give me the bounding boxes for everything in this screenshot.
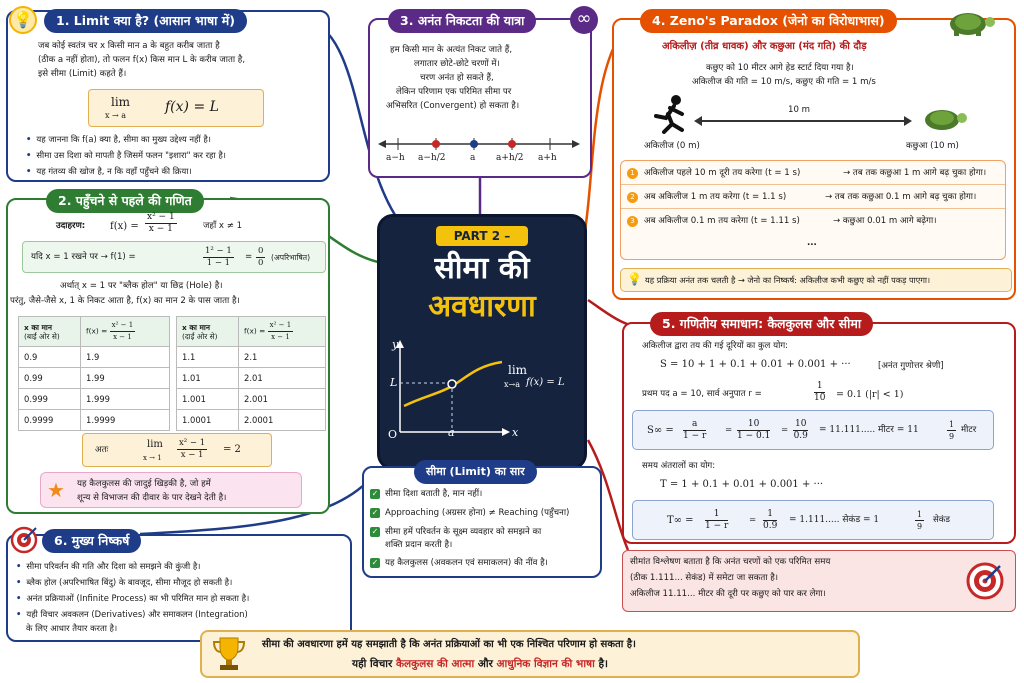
center-lim-expr: f(x) = L xyxy=(526,377,565,388)
panel2-title: 2. पहुँचने से पहले की गणित xyxy=(46,189,204,213)
tick-label: a−h/2 xyxy=(418,153,446,163)
arrow-left-head xyxy=(694,116,702,126)
ratio-tail: = 0.1 (|r| < 1) xyxy=(836,389,904,400)
result-frac: $\frac{\text{x² − 1}}{x - 1}$ xyxy=(179,438,206,460)
L-label: L xyxy=(390,376,398,389)
center-title-2: अवधारणा xyxy=(428,289,536,324)
limit-graph xyxy=(384,336,584,442)
target-icon xyxy=(966,562,1004,603)
zeno-steps-box xyxy=(620,160,1006,260)
frac: $\frac{a}{1 - r}$ xyxy=(683,419,707,441)
step-row: 2 अब अकिलीज 1 m तय करेगा (t = 1.1 s) xyxy=(627,191,786,204)
result-value: = 2 xyxy=(223,444,241,455)
star-icon: ★ xyxy=(47,478,65,502)
panel6-title: 6. मुख्य निष्कर्ष xyxy=(42,529,141,553)
time-intro: समय अंतरालों का योग: xyxy=(642,461,716,471)
frac: $\frac{10}{1 - 0.1}$ xyxy=(737,419,771,441)
p2-text2: परंतु, जैसे-जैसे x, 1 के निकट आता है, f(x) का मान 2 के पास जाता है। xyxy=(10,296,240,306)
table-row: 1.1 2.1 xyxy=(177,347,326,368)
example-f: f(x) = xyxy=(110,221,139,232)
infinity-icon: ∞ xyxy=(570,6,598,34)
eq: = xyxy=(749,515,757,525)
t-inf: T∞ = xyxy=(667,515,694,526)
seconds: सेकंड xyxy=(933,515,951,525)
table-row: 1.001 2.001 xyxy=(177,389,326,410)
panel4-title: 4. Zeno's Paradox (जेनो का विरोधाभास) xyxy=(640,9,897,33)
bulb-icon: 💡 xyxy=(9,6,37,34)
p6-bullet1: • सीमा परिवर्तन की गति और दिशा को समझने की कुंजी है। xyxy=(16,560,200,572)
summary-item: ✓ Approaching (अग्रसर होना) ≠ Reaching (पहुँचना) xyxy=(371,507,570,518)
substitution-box xyxy=(22,241,326,273)
step-row: 3 अब अकिलीज 0.1 m तय करेगा (t = 1.11 s) xyxy=(627,215,800,228)
part-badge: PART 2 – xyxy=(436,226,528,246)
magic-line1: यह कैलकुलस की जादुई खिड़की है, जो हमें xyxy=(77,479,211,489)
ratio-frac: $\frac{1}{10}$ xyxy=(814,381,826,403)
p1-line2: (ठीक a नहीं होता), तो फलन f(x) किस मान L के करीब जाता है, xyxy=(38,55,246,65)
eq: = xyxy=(725,425,733,435)
trophy-icon xyxy=(212,636,246,675)
target-icon xyxy=(10,526,38,557)
step-dots: ... xyxy=(807,238,817,248)
step-row: 1 अकिलीज पहले 10 m दूरी तय करेगा (t = 1 s) xyxy=(627,167,800,180)
zeno-note: यह प्रक्रिया अनंत तक चलती है → जेनो का निष्कर्ष: अकिलीज कभी कछुए को नहीं पकड़ पाएगा। xyxy=(645,275,931,285)
result-box xyxy=(82,433,272,467)
table-row: 0.999 1.999 xyxy=(19,389,170,410)
example-fraction: $\frac{\text{x² − 1}}{x - 1}$ xyxy=(147,212,175,234)
result-label: अतः xyxy=(95,445,109,455)
conclusion-line2: (ठीक 1.111... सेकंड) में समेटा जा सकता है। xyxy=(630,573,779,583)
frac: $\frac{1}{0.9}$ xyxy=(763,509,778,531)
series-note: [अनंत गुणोत्तर श्रेणी] xyxy=(878,361,944,371)
example-label: उदाहरण: xyxy=(56,221,86,231)
sum-intro: अकिलीज द्वारा तय की गई दूरियों का कुल योग: xyxy=(642,341,789,351)
sub-frac1: $\frac{\text{1² − 1}}{1 - 1}$ xyxy=(205,246,232,268)
step-row-result: → तब तक कछुआ 1 m आगे बढ़ चुका होगा। xyxy=(843,168,987,178)
summary-item: ✓ सीमा दिशा बताती है, मान नहीं। xyxy=(371,488,483,499)
sub-undefined: (अपरिभाषित) xyxy=(271,253,311,262)
step-row-result: → तब तक कछुआ 0.1 m आगे बढ़ चुका होगा। xyxy=(825,192,977,202)
p6-bullet4: • यही विचार अवकलन (Derivatives) और समाकलन (Integration) xyxy=(16,608,248,620)
p1-bullet2: • सीमा उस दिशा को मापती है जिसमें फलन "इशारा" कर रहा है। xyxy=(26,149,226,161)
y-axis-label: y xyxy=(392,338,399,351)
example-condition: जहाँ x ≠ 1 xyxy=(203,221,243,231)
tick-label: a−h xyxy=(386,153,405,163)
lim-expr: f(x) = L xyxy=(165,99,219,115)
table-row: 0.9999 1.9999 xyxy=(19,410,170,431)
eq: = xyxy=(781,425,789,435)
S-infinity-box xyxy=(632,410,994,450)
magic-line2: शून्य से विभाजन की दीवार के पार देखने देती है। xyxy=(77,493,227,503)
zeno-line2: अकिलीज की गति = 10 m/s, कछुए की गति = 1 m/s xyxy=(692,77,876,87)
tick-label: a+h/2 xyxy=(496,153,524,163)
summary-item: ✓ सीमा हमें परिवर्तन के सूक्ष्म व्यवहार को समझने का xyxy=(371,526,542,537)
p3-line4: लेकिन परिणाम एक परिमित सीमा पर xyxy=(396,87,512,97)
frac: $\frac{1}{9}$ xyxy=(949,420,955,441)
p3-line5: अभिसरित (Convergent) हो सकता है। xyxy=(386,101,520,111)
footer-line2: यही विचार कैलकुलस की आत्मा और आधुनिक विज्ञान की भाषा है। xyxy=(352,658,609,670)
series-S: S = 10 + 1 + 0.1 + 0.01 + 0.001 + ··· xyxy=(660,359,851,370)
center-lim: lim xyxy=(508,363,528,377)
sub-text: यदि x = 1 रखने पर → f(1) = xyxy=(31,252,136,262)
p2-text1: अर्थात् x = 1 पर "ब्लैक होल" या छिद्र (Hole) है। xyxy=(60,281,223,291)
zeno-subtitle: अकिलीज़ (तीव्र धावक) और कछुआ (मंद गति) की दौड़ xyxy=(662,41,867,52)
p6-bullet2: • ब्लैक होल (अपरिभाषित बिंदु) के बावजूद, सीमा मौजूद हो सकती है। xyxy=(16,576,232,588)
sub-eq: = xyxy=(245,252,253,262)
p6-bullet3: • अनंत प्रक्रियाओं (Infinite Process) का भी परिमित मान हो सकता है। xyxy=(16,592,249,604)
s-inf: S∞ = xyxy=(647,425,674,436)
panel5-title: 5. गणितीय समाधान: कैलकुलस और सीमा xyxy=(650,312,873,336)
p1-line1: जब कोई स्वतंत्र चर x किसी मान a के बहुत करीब जाता है xyxy=(38,41,220,51)
check-icon: ✓ xyxy=(371,507,379,517)
tick-label: a+h xyxy=(538,153,557,163)
x-axis-label: x xyxy=(512,426,519,439)
table-row: 0.9 1.9 xyxy=(19,347,170,368)
bulb-icon: 💡 xyxy=(627,272,642,286)
p3-line2: लगातार छोटे-छोटे चरणों में। xyxy=(414,59,500,69)
tortoise-icon xyxy=(918,104,970,135)
distance-arrow xyxy=(698,120,906,122)
frac: $\frac{10}{0.9}$ xyxy=(793,419,808,441)
a-label: a xyxy=(448,426,455,439)
s-result: = 11.111..... मीटर = 11 xyxy=(819,425,919,435)
p1-bullet3: • यह गंतव्य की खोज है, न कि वहाँ पहुँचने की क्रिया। xyxy=(26,165,192,177)
origin-label: O xyxy=(388,428,398,441)
panel1-title: 1. Limit क्या है? (आसान भाषा में) xyxy=(44,9,247,33)
limit-formula-box xyxy=(88,89,264,127)
center-lim-sub: x→a xyxy=(504,380,520,389)
p3-line3: चरण अनंत हो सकते हैं, xyxy=(420,73,494,83)
series-T: T = 1 + 0.1 + 0.01 + 0.001 + ··· xyxy=(660,479,824,490)
result-lim: lim xyxy=(147,439,163,450)
t-result: = 1.111..... सेकंड = 1 xyxy=(789,515,880,525)
summary-item-cont: शक्ति प्रदान करती है। xyxy=(385,540,453,550)
right-table: x का मान (दाईं ओर से) f(x) = $\frac{\text{x² − 1}}{x - 1}$ 1.1 2.1 1.01 2.01 1.001 2.001 1.0001 2.0001 xyxy=(176,316,326,431)
sub-frac2: $\frac{0}{0}$ xyxy=(258,246,264,268)
first-term: प्रथम पद a = 10, सार्व अनुपात r = xyxy=(642,389,762,399)
p1-bullet1: • यह जानना कि f(a) क्या है, सीमा का मुख्य उद्देश्य नहीं है। xyxy=(26,133,211,145)
center-title-1: सीमा की xyxy=(434,251,530,286)
zeno-note-box xyxy=(620,268,1012,292)
achilles-label: अकिलीज (0 m) xyxy=(644,141,700,151)
step-row-result: → कछुआ 0.01 m आगे बढ़ेगा। xyxy=(833,216,937,226)
tick-label: a xyxy=(470,153,476,163)
table-row: 0.99 1.99 xyxy=(19,368,170,389)
arrow-right-head xyxy=(904,116,912,126)
zeno-line1: कछुए को 10 मीटर आगे हेड स्टार्ट दिया गया है। xyxy=(706,63,854,73)
summary-title: सीमा (Limit) का सार xyxy=(414,460,537,484)
p3-line1: हम किसी मान के अत्यंत निकट जाते हैं, xyxy=(390,45,513,55)
footer-line1: सीमा की अवधारणा हमें यह समझाती है कि अनंत प्रक्रियाओं का भी एक निश्चित परिणाम हो सकता है। xyxy=(262,639,636,650)
p1-line3: इसे सीमा (Limit) कहते हैं। xyxy=(38,69,127,79)
tortoise-label: कछुआ (10 m) xyxy=(906,141,959,151)
lim-sub: x → a xyxy=(105,111,127,120)
frac: $\frac{1}{9}$ xyxy=(917,510,923,531)
result-sub: x → 1 xyxy=(143,454,162,462)
turtle-icon xyxy=(940,6,1000,36)
distance-label: 10 m xyxy=(788,105,811,115)
check-icon: ✓ xyxy=(371,526,379,536)
frac: $\frac{1}{1 - r}$ xyxy=(705,509,729,531)
T-infinity-box xyxy=(632,500,994,540)
conclusion-line3: अकिलीज 11.11... मीटर की दूरी पर कछुए को पार कर लेगा। xyxy=(630,589,826,599)
meter: मीटर xyxy=(961,425,977,435)
panel3-title: 3. अनंत निकटता की यात्रा xyxy=(388,9,536,33)
lim-text: lim xyxy=(111,95,131,109)
left-table: x का मान (बाईं ओर से) f(x) = $\frac{\text{x² − 1}}{x - 1}$ 0.9 1.9 0.99 1.99 0.999 1.999 0.9999 1.9999 xyxy=(18,316,170,431)
table-row: 1.01 2.01 xyxy=(177,368,326,389)
table-row: 1.0001 2.0001 xyxy=(177,410,326,431)
summary-item: ✓ यह कैलकुलस (अवकलन एवं समाकलन) की नींव है। xyxy=(371,557,548,568)
magic-window-box xyxy=(40,472,302,508)
runner-icon xyxy=(650,94,690,137)
conclusion-line1: सीमांत विश्लेषण बताता है कि अनंत चरणों को एक परिमित समय xyxy=(630,557,831,567)
p6-bullet4-cont: के लिए आधार तैयार करता है। xyxy=(26,623,118,633)
check-icon: ✓ xyxy=(371,488,379,498)
check-icon: ✓ xyxy=(371,557,379,567)
